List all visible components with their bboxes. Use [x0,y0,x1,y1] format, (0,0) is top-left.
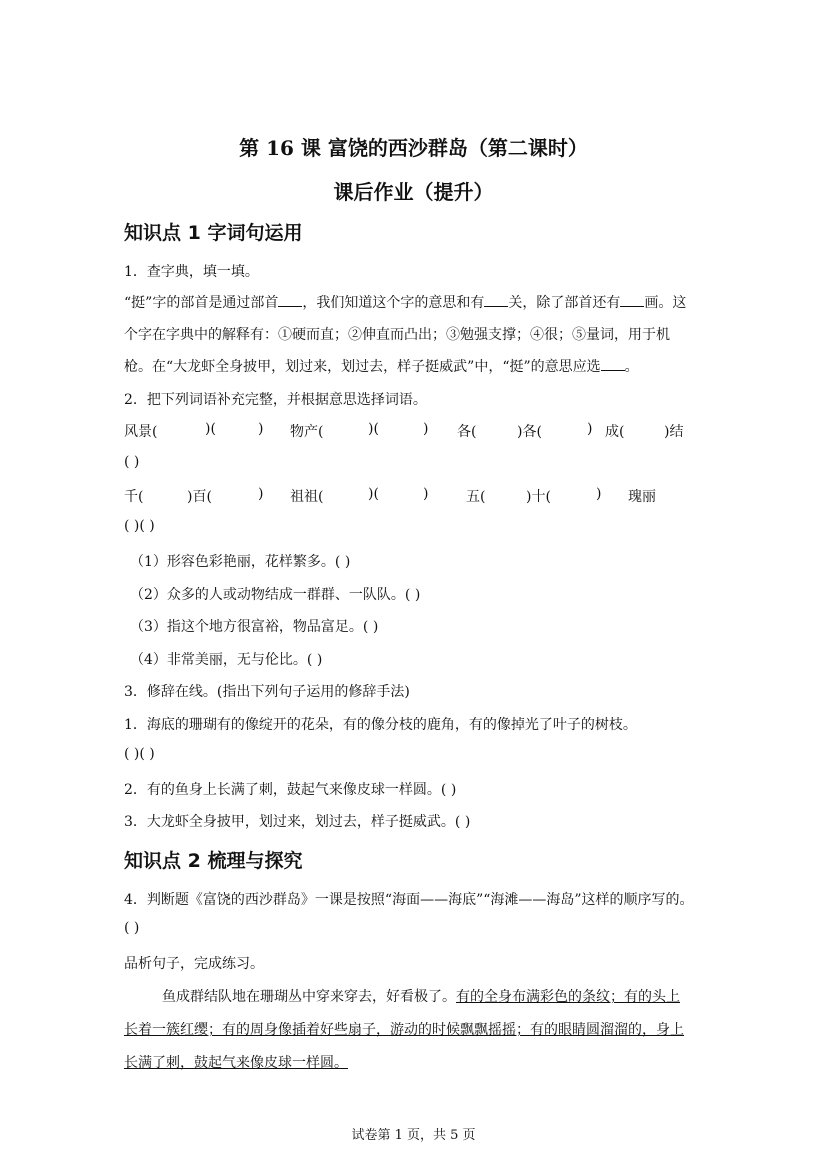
word-fill: 物产( [290,424,324,440]
rhetoric-sentence-3: 3．大龙虾全身披甲，划过来，划过去，样子挺威武。( ) [124,814,471,830]
page-subtitle: 课后作业（提升） [333,180,494,204]
question-4-answer: ( ) [124,920,140,936]
meaning-option-4: （4）非常美丽，无与伦比。( ) [130,652,323,668]
word-fill: ( ) [124,454,140,470]
blank-meaning[interactable] [484,294,508,307]
question-1-stem: 1．查字典，填一填。 [124,264,259,280]
question-2-stem: 2．把下列词语补充完整，并根据意思选择词语。 [124,392,427,408]
meaning-option-3: （3）指这个地方很富裕，物品富足。( ) [130,619,379,635]
page-title: 第 16 课 富饶的西沙群岛（第二课时） [239,136,588,160]
word-fill: ) [596,486,602,502]
rhetoric-sentence-2: 2．有的鱼身上长满了刺，鼓起气来像皮球一样圆。( ) [124,782,457,798]
word-fill: ) [423,421,429,437]
question-1-line-3: 枪。在“大龙虾全身披甲，划过来，划过去，样子挺威武”中，“挺”的意思应选 。 [124,359,639,375]
word-fill: )( [205,421,216,437]
word-fill: 成( [605,424,625,440]
word-fill: 风景( [124,424,158,440]
word-fill: )结 [664,424,684,440]
meaning-option-2: （2）众多的人或动物结成一群群、一队队。( ) [130,587,421,603]
rhetoric-sentence-1: 1．海底的珊瑚有的像绽开的花朵，有的像分枝的鹿角，有的像掉光了叶子的树枝。 [124,717,637,733]
passage-line-1: 鱼成群结队地在珊瑚丛中穿来穿去，好看极了。有的全身布满彩色的条纹；有的头上 [162,989,680,1005]
section-heading-2: 知识点 2 梳理与探究 [124,850,303,872]
word-fill: 瑰丽 [628,489,656,505]
word-fill: ) [258,421,264,437]
blank-radical[interactable] [278,294,302,307]
word-fill: 五( [466,489,486,505]
rhetoric-answer-1: ( )( ) [124,746,155,762]
word-fill: 祖祖( [290,489,324,505]
word-fill: 千( [124,489,144,505]
question-1-line-1: “挺”字的部首是通过部首 ，我们知道这个字的意思和有 关，除了部首还有 画。这 [124,295,687,311]
word-fill: ( )( ) [124,518,155,534]
blank-strokes[interactable] [620,294,644,307]
word-fill: )十( [526,489,551,505]
question-3-stem: 3．修辞在线。(指出下列句子运用的修辞手法) [124,684,410,700]
question-4: 4．判断题《富饶的西沙群岛》一课是按照“海面——海底”“海滩——海岛”这样的顺序写的。 [124,892,694,908]
word-fill: )( [368,421,379,437]
page-footer: 试卷第 1 页，共 5 页 [351,1128,476,1143]
word-fill: ) [258,486,264,502]
passage-intro: 品析句子，完成练习。 [124,956,264,972]
word-fill: )百( [187,489,212,505]
word-fill: )各( [517,424,542,440]
passage-line-2: 长着一簇红缨；有的周身像插着好些扇子，游动的时候飘飘摇摇；有的眼睛圆溜溜的，身上 [124,1022,684,1038]
word-fill: )( [368,486,379,502]
question-1-line-2: 个字在字典中的解释有：①硬而直；②伸直而凸出；③勉强支撑；④很；⑤量词，用于机 [124,327,670,343]
word-fill: 各( [457,424,477,440]
word-fill: ) [423,486,429,502]
passage-line-3: 长满了刺，鼓起气来像皮球一样圆。 [124,1055,348,1071]
word-fill: ) [587,421,593,437]
meaning-option-1: （1）形容色彩艳丽，花样繁多。( ) [130,554,351,570]
blank-choice[interactable] [601,358,625,371]
section-heading-1: 知识点 1 字词句运用 [124,222,303,244]
